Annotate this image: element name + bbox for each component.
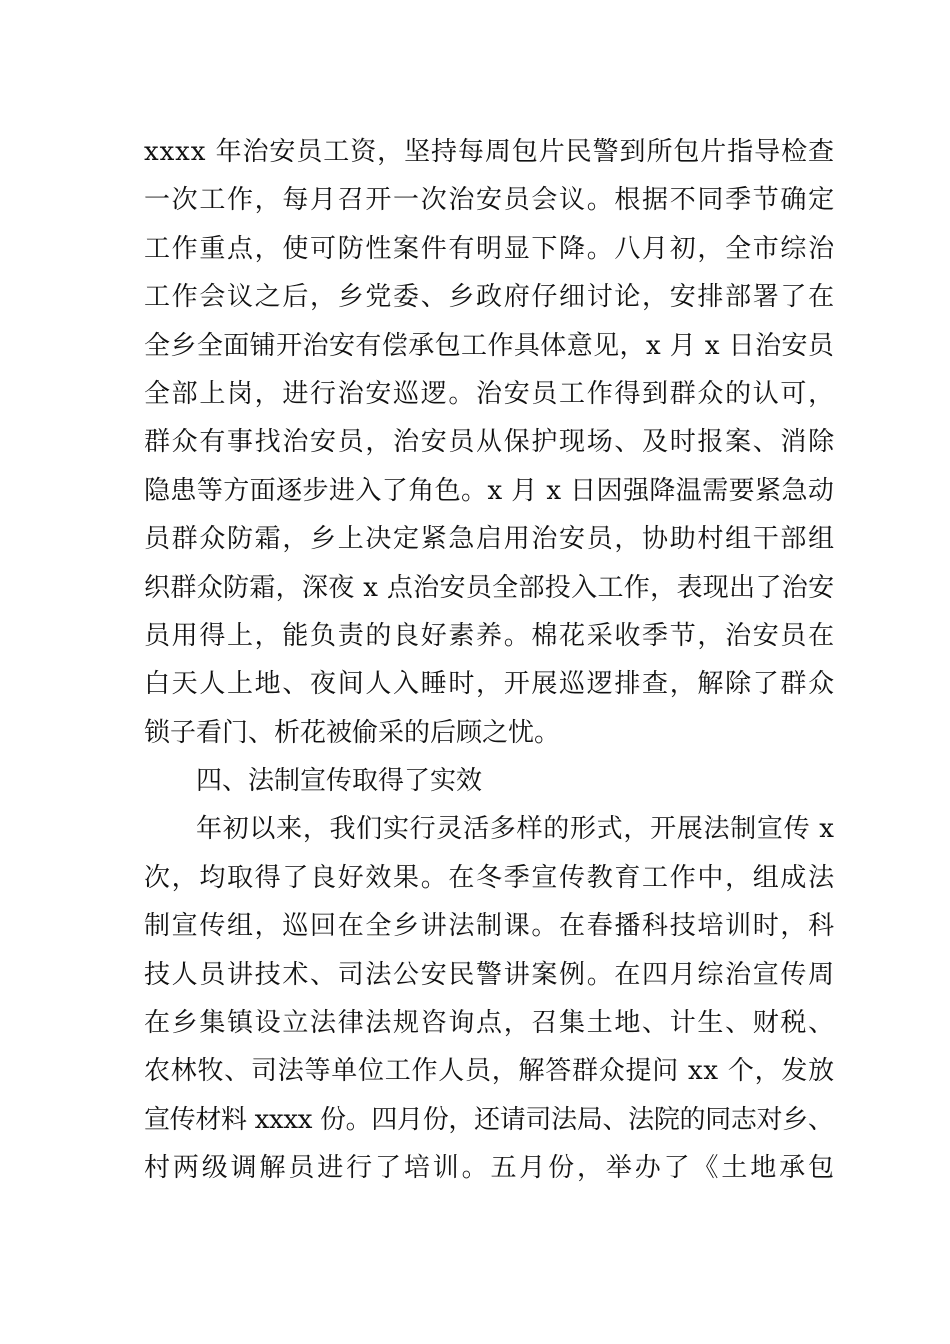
text-line (144, 854, 834, 902)
line-text: 年初以来，我们实行灵活多样的形式，开展法制宣传 x (196, 814, 835, 845)
line-text: 织群众防霜，深夜 x 点治安员全部投入工作，表现出了治安 (144, 572, 835, 603)
line-text: 群众有事找治安员，治安员从保护现场、及时报案、消除 (144, 427, 836, 458)
text-line (144, 467, 834, 515)
line-text: 工作会议之后，乡党委、乡政府仔细讨论，安排部署了在 (144, 282, 836, 313)
text-line (144, 902, 834, 950)
text-line (144, 176, 834, 224)
text-line (144, 999, 834, 1047)
heading-text: 四、法制宣传取得了实效 (196, 766, 483, 797)
line-text: xxxx 年治安员工资，坚持每周包片民警到所包片指导检查 (144, 137, 835, 167)
text-line (144, 805, 834, 853)
text-line (144, 709, 834, 757)
section-heading (144, 757, 834, 805)
line-text: 农林牧、司法等单位工作人员，解答群众提问 xx 个，发放 (144, 1056, 835, 1087)
line-text: 全乡全面铺开治安有偿承包工作具体意见，x 月 x 日治安员 (144, 330, 835, 361)
line-text: 制宣传组，巡回在全乡讲法制课。在春播科技培训时，科 (144, 911, 836, 942)
line-text: 村两级调解员进行了培训。五月份，举办了《土地承包 (144, 1153, 837, 1184)
text-line (144, 1144, 837, 1192)
document-body (144, 128, 837, 1193)
line-text: 次，均取得了良好效果。在冬季宣传教育工作中，组成法 (144, 862, 836, 893)
text-line (144, 951, 834, 999)
line-text: 宣传材料 xxxx 份。四月份，还请司法局、法院的同志对乡、 (144, 1104, 834, 1135)
line-text: 员用得上，能负责的良好素养。棉花采收季节，治安员在 (144, 620, 836, 651)
line-text: 员群众防霜，乡上决定紧急启用治安员，协助村组干部组 (144, 524, 836, 555)
text-line (144, 322, 834, 370)
line-text: 一次工作，每月召开一次治安员会议。根据不同季节确定 (144, 185, 836, 216)
line-text: 在乡集镇设立法律法规咨询点，召集土地、计生、财税、 (144, 1008, 836, 1039)
text-line (144, 564, 834, 612)
line-text: 技人员讲技术、司法公安民警讲案例。在四月综治宣传周 (144, 959, 836, 990)
text-line (144, 370, 834, 418)
line-text: 锁子看门、析花被偷采的后顾之忧。 (144, 717, 561, 748)
text-line (144, 660, 834, 708)
text-line (144, 515, 834, 563)
text-line (144, 273, 834, 321)
text-line (144, 225, 834, 273)
line-text: 白天人上地、夜间人入睡时，开展巡逻排查，解除了群众 (144, 669, 836, 700)
text-line (144, 612, 834, 660)
line-text: 隐患等方面逐步进入了角色。x 月 x 日因强降温需要紧急动 (144, 475, 835, 506)
text-line (144, 1096, 834, 1144)
text-line (144, 418, 834, 466)
line-text: 全部上岗，进行治安巡逻。治安员工作得到群众的认可， (144, 378, 836, 409)
text-line (144, 128, 834, 176)
text-line (144, 1047, 834, 1095)
line-text: 工作重点，使可防性案件有明显下降。八月初，全市综治 (144, 233, 836, 264)
